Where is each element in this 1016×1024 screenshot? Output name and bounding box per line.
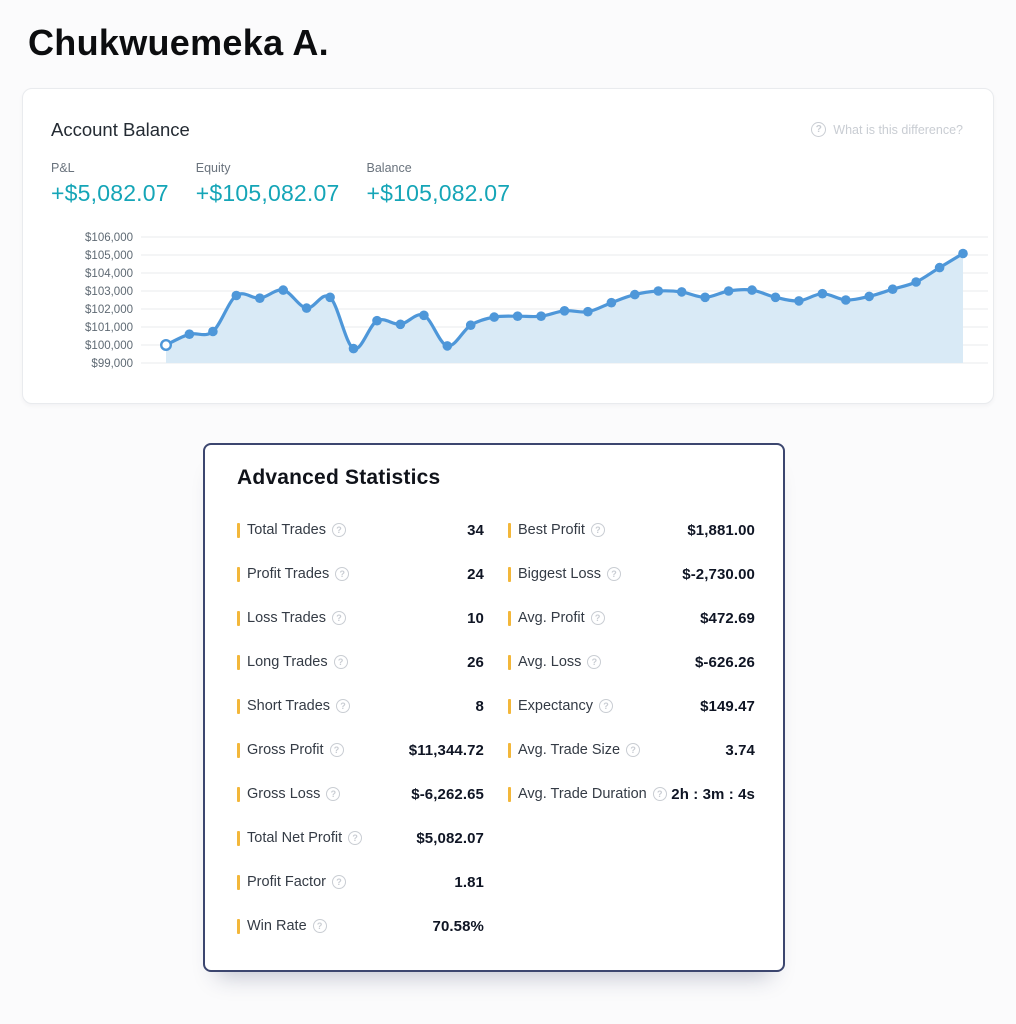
help-icon[interactable]: ? — [332, 875, 346, 889]
help-icon[interactable]: ? — [332, 611, 346, 625]
chart-point — [911, 277, 921, 287]
stat-label: Loss Trades — [247, 610, 326, 626]
page-title: Chukwuemeka A. — [28, 22, 329, 63]
stats-column-right — [508, 508, 755, 948]
stats-card-title: Advanced Statistics — [237, 466, 441, 489]
y-axis-tick-label: $106,000 — [85, 232, 133, 244]
stat-value: 34 — [467, 521, 484, 539]
chart-point — [443, 341, 453, 351]
help-icon[interactable]: ? — [599, 699, 613, 713]
help-icon[interactable]: ? — [626, 743, 640, 757]
stat-value: $149.47 — [700, 697, 755, 715]
help-icon[interactable]: ? — [326, 787, 340, 801]
stat-row — [508, 684, 755, 728]
chart-point — [232, 291, 242, 301]
stat-label: Profit Factor — [247, 874, 326, 890]
y-axis-tick-label: $101,000 — [85, 322, 133, 334]
stat-label: Expectancy — [518, 698, 593, 714]
stat-accent-bar — [237, 523, 240, 538]
help-icon[interactable]: ? — [335, 567, 349, 581]
stat-label: Short Trades — [247, 698, 331, 714]
stat-value: 2h : 3m : 4s — [671, 785, 755, 803]
stat-row — [508, 596, 755, 640]
stat-accent-bar — [508, 655, 511, 670]
chart-point — [419, 311, 429, 321]
chart-point — [255, 293, 265, 303]
chart-point — [583, 307, 593, 317]
stat-value: $5,082.07 — [416, 829, 484, 847]
help-icon[interactable]: ? — [334, 655, 348, 669]
chart-point — [771, 293, 781, 303]
y-axis-tick-label: $105,000 — [85, 250, 133, 262]
stat-label: Best Profit — [518, 522, 585, 538]
stat-label: Avg. Trade Duration — [518, 786, 647, 802]
stat-accent-bar — [237, 699, 240, 714]
stat-accent-bar — [237, 743, 240, 758]
chart-point — [630, 290, 640, 300]
stat-value: $472.69 — [700, 609, 755, 627]
stat-row — [237, 772, 484, 816]
chart-point — [794, 296, 804, 306]
stat-accent-bar — [237, 919, 240, 934]
stat-accent-bar — [237, 567, 240, 582]
difference-help-text: What is this difference? — [833, 122, 963, 137]
stat-accent-bar — [508, 787, 511, 802]
balance-chart-area — [51, 227, 995, 381]
chart-point — [325, 293, 335, 303]
stat-row — [237, 728, 484, 772]
stat-row — [508, 772, 755, 816]
stat-label: Biggest Loss — [518, 566, 602, 582]
chart-point — [278, 285, 288, 295]
chart-point — [958, 249, 968, 259]
stat-value: 26 — [467, 653, 484, 671]
y-axis-tick-label: $102,000 — [85, 304, 133, 316]
help-icon[interactable]: ? — [336, 699, 350, 713]
stat-accent-bar — [508, 567, 511, 582]
stat-accent-bar — [237, 875, 240, 890]
chart-point — [208, 327, 218, 337]
stat-row — [237, 508, 484, 552]
chart-point — [372, 316, 382, 326]
balance-chart — [51, 227, 995, 381]
stat-accent-bar — [508, 611, 511, 626]
stat-value: $-2,730.00 — [682, 565, 755, 583]
help-icon[interactable]: ? — [587, 655, 601, 669]
y-axis-tick-label: $99,000 — [91, 358, 133, 370]
chart-point — [489, 312, 499, 322]
chart-point — [536, 311, 546, 321]
account-balance-card — [22, 88, 994, 404]
metric-label: Equity — [195, 161, 231, 175]
help-icon[interactable]: ? — [313, 919, 327, 933]
help-icon[interactable]: ? — [653, 787, 667, 801]
help-icon[interactable]: ? — [591, 611, 605, 625]
stat-accent-bar — [237, 611, 240, 626]
stat-value: $11,344.72 — [408, 741, 484, 759]
stat-row — [508, 508, 755, 552]
stat-value: 70.58% — [432, 917, 484, 935]
stat-label: Gross Profit — [247, 742, 324, 758]
stat-label: Avg. Trade Size — [518, 742, 621, 758]
chart-point — [935, 263, 945, 273]
metric-value: +$5,082.07 — [51, 180, 169, 206]
metric-balance — [367, 161, 511, 207]
chart-point — [466, 320, 476, 330]
chart-point — [560, 306, 570, 316]
stat-label: Avg. Loss — [518, 654, 582, 670]
help-icon[interactable]: ? — [607, 567, 621, 581]
stats-grid — [237, 508, 755, 948]
metric-value: +$105,082.07 — [195, 180, 340, 206]
stat-row — [237, 596, 484, 640]
y-axis-tick-label: $103,000 — [85, 286, 133, 298]
stat-row — [237, 684, 484, 728]
help-icon[interactable]: ? — [591, 523, 605, 537]
stat-row — [508, 640, 755, 684]
chart-point — [724, 286, 734, 296]
metric-label: P&L — [51, 161, 75, 175]
stat-value: 10 — [467, 609, 484, 627]
balance-metrics — [51, 161, 510, 207]
chart-point — [302, 303, 312, 313]
stat-accent-bar — [508, 699, 511, 714]
stat-label: Total Trades — [247, 522, 326, 538]
chart-point — [161, 340, 171, 350]
stat-label: Avg. Profit — [518, 610, 585, 626]
stat-value: 1.81 — [454, 873, 484, 891]
advanced-statistics-card — [203, 443, 785, 972]
stat-value: 24 — [467, 565, 484, 583]
stat-accent-bar — [508, 523, 511, 538]
stat-row — [237, 640, 484, 684]
stat-row — [237, 904, 484, 948]
balance-card-title: Account Balance — [51, 119, 190, 140]
stat-value: $-626.26 — [694, 653, 755, 671]
chart-point — [700, 293, 710, 303]
stat-value: 8 — [475, 697, 484, 715]
chart-point — [818, 289, 828, 299]
metric-label: Balance — [366, 161, 412, 175]
chart-point — [888, 284, 898, 294]
chart-point — [747, 285, 757, 295]
stat-accent-bar — [237, 787, 240, 802]
stat-row — [508, 728, 755, 772]
difference-help-link[interactable] — [811, 122, 963, 137]
metric-value: +$105,082.07 — [366, 180, 511, 206]
stat-row — [508, 552, 755, 596]
stat-label: Total Net Profit — [247, 830, 343, 846]
help-icon[interactable]: ? — [330, 743, 344, 757]
help-icon[interactable]: ? — [348, 831, 362, 845]
stat-label: Long Trades — [247, 654, 328, 670]
metric-pl — [51, 161, 169, 207]
chart-point — [607, 298, 617, 308]
y-axis-tick-label: $100,000 — [85, 340, 133, 352]
question-circle-icon: ? — [811, 122, 826, 137]
stat-value: $-6,262.65 — [411, 785, 484, 803]
stat-label: Win Rate — [247, 918, 307, 934]
stat-row — [237, 816, 484, 860]
stat-label: Profit Trades — [247, 566, 330, 582]
chart-point — [864, 292, 874, 302]
stat-value: 3.74 — [725, 741, 755, 759]
stat-accent-bar — [508, 743, 511, 758]
stats-column-left — [237, 508, 484, 948]
stat-row — [237, 860, 484, 904]
chart-point — [677, 287, 687, 297]
stat-accent-bar — [237, 831, 240, 846]
chart-point — [654, 286, 664, 296]
chart-point — [513, 311, 523, 321]
help-icon[interactable]: ? — [332, 523, 346, 537]
stat-row — [237, 552, 484, 596]
stat-value: $1,881.00 — [687, 521, 755, 539]
chart-point — [349, 344, 359, 354]
stat-label: Gross Loss — [247, 786, 321, 802]
stat-accent-bar — [237, 655, 240, 670]
metric-equity — [196, 161, 340, 207]
y-axis-tick-label: $104,000 — [85, 268, 133, 280]
chart-point — [841, 295, 851, 305]
chart-point — [185, 329, 195, 339]
chart-point — [396, 320, 406, 330]
